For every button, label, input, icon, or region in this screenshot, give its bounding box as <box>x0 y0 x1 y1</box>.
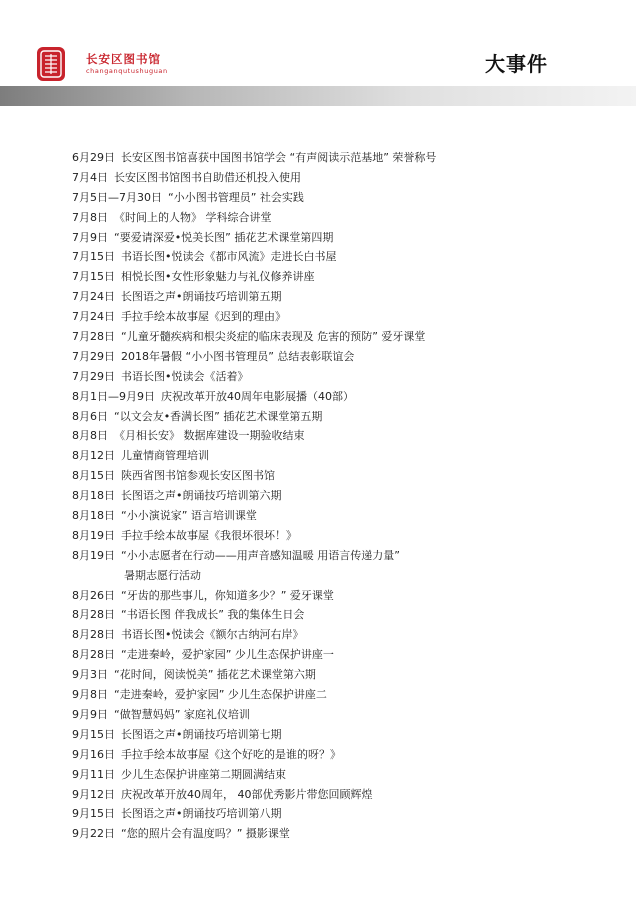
library-seal-logo <box>36 46 66 82</box>
event-text: 长安区图书馆喜获中国图书馆学会 “有声阅读示范基地” 荣誉称号 <box>121 151 437 164</box>
event-item <box>72 566 592 586</box>
event-text: 《时间上的人物》 学科综合讲堂 <box>114 210 272 224</box>
event-text: 儿童情商管理培训 <box>121 449 209 463</box>
event-item <box>72 785 592 805</box>
event-date: 7月24日 <box>72 310 115 324</box>
event-text: “小小演说家” 语言培训课堂 <box>121 509 257 523</box>
header-gradient-band <box>0 86 636 106</box>
event-item <box>72 168 592 188</box>
event-date: 7月29日 <box>72 349 115 363</box>
event-text: “小小志愿者在行动——用声音感知温暖 用语言传递力量” <box>121 548 400 562</box>
event-date: 7月15日 <box>72 270 115 284</box>
event-text: 长图语之声•朗诵技巧培训第七期 <box>121 727 282 741</box>
event-item <box>72 546 592 566</box>
event-item <box>72 586 592 606</box>
event-text: 书语长图•悦读会《活着》 <box>121 369 249 383</box>
event-date: 8月28日 <box>72 628 115 642</box>
event-item <box>72 605 592 625</box>
event-date: 7月4日 <box>72 170 108 184</box>
event-text: 长安区图书馆图书自助借还机投入使用 <box>114 170 301 184</box>
event-item <box>72 367 592 387</box>
event-item <box>72 228 592 248</box>
event-date: 9月15日 <box>72 727 115 741</box>
event-text: 2018年暑假 “小小图书管理员” 总结表彰联谊会 <box>121 349 355 363</box>
event-text: 手拉手绘本故事屋《迟到的理由》 <box>121 310 286 324</box>
event-text: “小小图书管理员” 社会实践 <box>168 190 304 204</box>
event-text: 手拉手绘本故事屋《我很坏很坏！》 <box>121 528 297 542</box>
event-item <box>72 247 592 267</box>
event-date: 8月19日 <box>72 548 115 562</box>
event-date: 8月15日 <box>72 469 115 483</box>
event-date: 7月28日 <box>72 330 115 344</box>
event-date: 8月28日 <box>72 608 115 622</box>
event-date: 9月12日 <box>72 787 115 801</box>
event-text: 陕西省图书馆参观长安区图书馆 <box>121 469 275 483</box>
event-item <box>72 804 592 824</box>
event-text: 书语长图•悦读会《额尔古纳河右岸》 <box>121 628 304 642</box>
event-date: 8月6日 <box>72 409 108 423</box>
event-item <box>72 287 592 307</box>
event-date: 6月29日 <box>72 151 115 164</box>
event-item <box>72 526 592 546</box>
event-item <box>72 267 592 287</box>
library-name-pinyin: changanqutushuguan <box>86 67 168 75</box>
event-date: 9月16日 <box>72 747 115 761</box>
event-item <box>72 765 592 785</box>
event-item <box>72 486 592 506</box>
event-text: “要爱请深爱•悦美长图” 插花艺术课堂第四期 <box>114 230 334 244</box>
event-date: 8月26日 <box>72 588 115 602</box>
event-date: 8月19日 <box>72 528 115 542</box>
library-name-logo: 长安区图书馆 <box>86 52 161 66</box>
event-date: 9月15日 <box>72 807 115 821</box>
event-item <box>72 705 592 725</box>
event-item <box>72 824 592 844</box>
event-date: 9月11日 <box>72 767 115 781</box>
event-text: “牙齿的那些事儿，你知道多少？” 爱牙课堂 <box>121 588 334 602</box>
event-date: 7月29日 <box>72 369 115 383</box>
event-item <box>72 685 592 705</box>
event-text: “走进秦岭，爱护家园” 少儿生态保护讲座一 <box>121 648 334 662</box>
event-date: 9月3日 <box>72 668 108 682</box>
event-date: 7月24日 <box>72 290 115 304</box>
event-item <box>72 327 592 347</box>
event-item <box>72 645 592 665</box>
event-text: “走进秦岭，爱护家园” 少儿生态保护讲座二 <box>114 688 327 702</box>
event-date: 8月18日 <box>72 509 115 523</box>
event-item <box>72 148 592 168</box>
event-text: 暑期志愿行活动 <box>124 568 201 582</box>
event-date: 9月9日 <box>72 707 108 721</box>
event-text: 书语长图•悦读会《都市风流》走进长白书屋 <box>121 250 337 264</box>
event-item <box>72 625 592 645</box>
event-item <box>72 725 592 745</box>
event-text: 相悦长图•女性形象魅力与礼仪修养讲座 <box>121 270 315 284</box>
event-date: 9月22日 <box>72 827 115 841</box>
event-item <box>72 665 592 685</box>
event-list <box>72 148 592 844</box>
event-text: 庆祝改革开放40周年， 40部优秀影片带您回顾辉煌 <box>121 787 373 801</box>
event-text: 少儿生态保护讲座第二期圆满结束 <box>121 767 286 781</box>
event-text: “做智慧妈妈” 家庭礼仪培训 <box>114 707 250 721</box>
page-header <box>0 0 636 110</box>
event-text: 长图语之声•朗诵技巧培训第六期 <box>121 489 282 503</box>
event-date: 7月9日 <box>72 230 108 244</box>
event-item <box>72 307 592 327</box>
event-date: 8月8日 <box>72 429 108 443</box>
event-date: 8月1日—9月9日 <box>72 389 155 403</box>
event-text: “书语长图 伴我成长” 我的集体生日会 <box>121 608 305 622</box>
event-item <box>72 188 592 208</box>
event-text: “花时间，阅读悦美” 插花艺术课堂第六期 <box>114 668 316 682</box>
event-item <box>72 426 592 446</box>
page-title: 大事件 <box>485 52 548 76</box>
event-item <box>72 745 592 765</box>
event-date: 7月5日—7月30日 <box>72 190 162 204</box>
event-date: 7月15日 <box>72 250 115 264</box>
event-date: 8月18日 <box>72 489 115 503</box>
event-date: 8月28日 <box>72 648 115 662</box>
event-text: “以文会友•香满长图” 插花艺术课堂第五期 <box>114 409 323 423</box>
event-text: 庆祝改革开放40周年电影展播（40部） <box>161 389 354 403</box>
event-item <box>72 347 592 367</box>
event-item <box>72 208 592 228</box>
event-item <box>72 466 592 486</box>
event-text: 《月相长安》 数据库建设一期验收结束 <box>114 429 305 443</box>
event-item <box>72 446 592 466</box>
event-date: 7月8日 <box>72 210 108 224</box>
event-item <box>72 407 592 427</box>
event-date: 9月8日 <box>72 688 108 702</box>
event-text: 长图语之声•朗诵技巧培训第五期 <box>121 290 282 304</box>
event-text: 长图语之声•朗诵技巧培训第八期 <box>121 807 282 821</box>
event-text: 手拉手绘本故事屋《这个好吃的是谁的呀？》 <box>121 747 341 761</box>
event-item <box>72 387 592 407</box>
event-text: “儿童牙髓疾病和根尖炎症的临床表现及 危害的预防” 爱牙课堂 <box>121 330 426 344</box>
event-text: “您的照片会有温度吗？” 摄影课堂 <box>121 827 290 841</box>
event-date: 8月12日 <box>72 449 115 463</box>
event-item <box>72 506 592 526</box>
